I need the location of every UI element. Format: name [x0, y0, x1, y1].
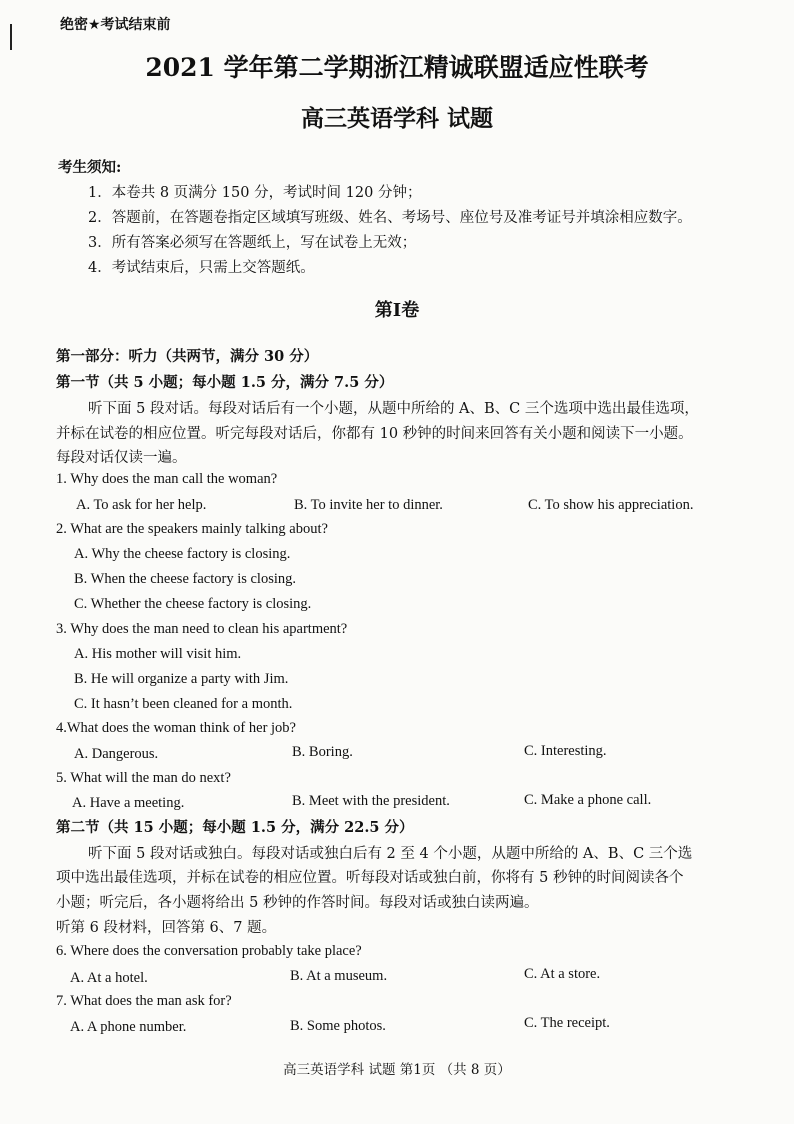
option-c: C. At a store. — [524, 966, 601, 982]
confidential-label: 绝密★考试结束前 — [60, 17, 171, 33]
option-b: B. He will organize a party with Jim. — [74, 671, 289, 687]
part-heading: 第一部分：听力（共两节，满分 30 分） — [56, 348, 319, 365]
section2-instruction: 听下面 5 段对话或独白。每段对话或独白后有 2 至 4 个小题，从题中所给的 A、B、C 三个选 — [88, 846, 693, 862]
option-c: C. The receipt. — [524, 1015, 610, 1031]
option-b: B. Some photos. — [290, 1018, 386, 1034]
section1-instruction: 并标在试卷的相应位置。听完每段对话后，你都有 10 秒钟的时间来回答有关小题和阅读下一小题。 — [56, 426, 693, 442]
question-stem: 1. Why does the man call the woman? — [56, 471, 278, 487]
option-a: A. At a hotel. — [70, 970, 148, 986]
material-note: 听第 6 段材料，回答第 6、7 题。 — [56, 920, 277, 936]
notice-item: 4．考试结束后，只需上交答题纸。 — [88, 260, 315, 276]
exam-title: 2021 学年第二学期浙江精诚联盟适应性联考 — [145, 53, 649, 82]
volume-heading: 第I卷 — [374, 300, 420, 321]
question-stem: 4.What does the woman think of her job? — [56, 720, 296, 736]
section1-instruction: 每段对话仅读一遍。 — [56, 450, 187, 466]
option-c: C. To show his appreciation. — [528, 497, 694, 513]
option-b: B. When the cheese factory is closing. — [74, 571, 296, 587]
question-stem: 5. What will the man do next? — [56, 770, 231, 786]
option-a: A. Why the cheese factory is closing. — [74, 546, 291, 562]
binding-mark — [10, 24, 12, 50]
section2-instruction: 小题；听完后，各小题将给出 5 秒钟的作答时间。每段对话或独白读两遍。 — [56, 895, 539, 911]
page-footer: 高三英语学科 试题 第1页 （共 8 页） — [283, 1062, 511, 1078]
notice-item: 1．本卷共 8 页满分 150 分，考试时间 120 分钟； — [88, 185, 422, 201]
option-a: A. Have a meeting. — [72, 795, 185, 811]
option-c: C. Whether the cheese factory is closing. — [74, 596, 312, 612]
option-c: C. It hasn’t been cleaned for a month. — [74, 696, 293, 712]
section2-instruction: 项中选出最佳选项，并标在试卷的相应位置。听每段对话或独白前，你将有 5 秒钟的时间阅读各个 — [56, 870, 684, 886]
notice-item: 3．所有答案必须写在答题纸上，写在试卷上无效； — [88, 235, 417, 251]
option-b: B. Meet with the president. — [292, 793, 450, 809]
option-b: B. At a museum. — [290, 968, 388, 984]
option-b: B. Boring. — [292, 744, 353, 760]
section1-heading: 第一节（共 5 小题；每小题 1.5 分，满分 7.5 分） — [56, 374, 394, 391]
exam-subtitle: 高三英语学科 试题 — [300, 105, 493, 132]
question-stem: 6. Where does the conversation probably take place? — [56, 943, 362, 959]
option-c: C. Interesting. — [524, 743, 607, 759]
question-stem: 2. What are the speakers mainly talking about? — [56, 521, 328, 537]
question-stem: 7. What does the man ask for? — [56, 993, 232, 1009]
question-stem: 3. Why does the man need to clean his apartment? — [56, 621, 348, 637]
option-a: A. His mother will visit him. — [74, 646, 242, 662]
option-a: A. A phone number. — [70, 1019, 187, 1035]
section2-heading: 第二节（共 15 小题；每小题 1.5 分，满分 22.5 分） — [56, 819, 414, 836]
option-c: C. Make a phone call. — [524, 792, 652, 808]
option-a: A. To ask for her help. — [76, 497, 207, 513]
notice-heading: 考生须知: — [58, 159, 122, 176]
option-b: B. To invite her to dinner. — [294, 497, 443, 513]
section1-instruction: 听下面 5 段对话。每段对话后有一个小题，从题中所给的 A、B、C 三个选项中选出最佳选项， — [88, 401, 699, 417]
notice-item: 2．答题前，在答题卷指定区域填写班级、姓名、考场号、座位号及准考证号并填涂相应数字。 — [88, 210, 692, 226]
option-a: A. Dangerous. — [74, 746, 159, 762]
